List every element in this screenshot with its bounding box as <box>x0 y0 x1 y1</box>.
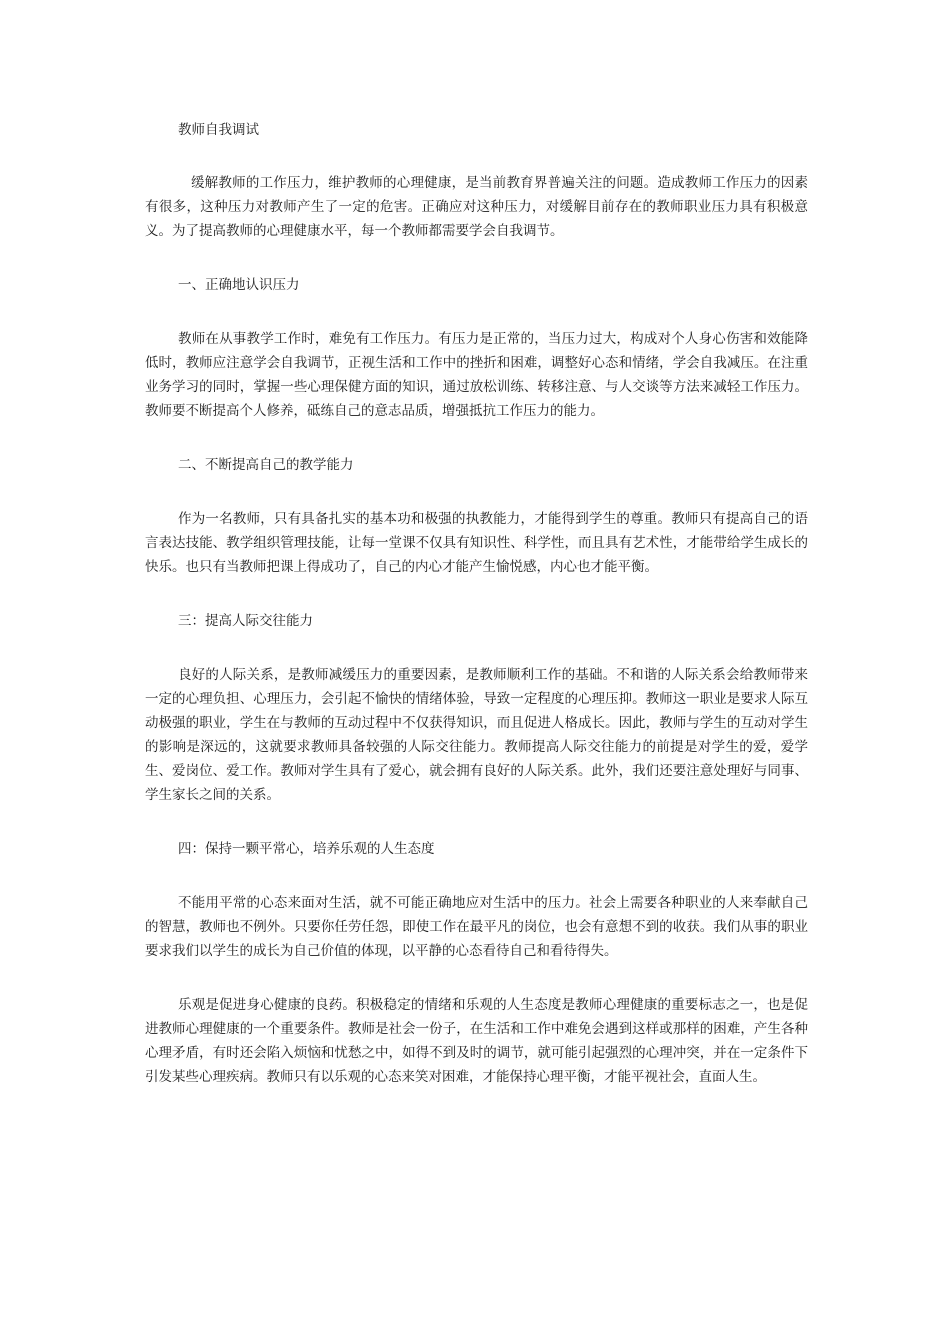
section-heading-4: 四：保持一颗平常心，培养乐观的人生态度 <box>178 841 435 857</box>
section-4-paragraph-2: 乐观是促进身心健康的良药。积极稳定的情绪和乐观的人生态度是教师心理健康的重要标志之一，也是促进教师心理健康的一个重要条件。教师是社会一份子，在生活和工作中难免会遇到这样或那样的困难，产生各种心理矛盾，有时还会陷入烦恼和忧愁之中，如得不到及时的调节，就可能引起强烈的心理冲突，并在一定条件下引发某些心理疾病。教师只有以乐观的心态来笑对困难，才能保持心理平衡，才能平视社会，直面人生。 <box>145 997 808 1085</box>
document-title: 教师自我调试 <box>178 122 259 138</box>
section-heading-3: 三：提高人际交往能力 <box>178 613 313 629</box>
section-1-paragraph-1: 教师在从事教学工作时，难免有工作压力。有压力是正常的，当压力过大，构成对个人身心伤害和效能降低时，教师应注意学会自我调节，正视生活和工作中的挫折和困难，调整好心态和情绪，学会自我减压。在注重业务学习的同时，掌握一些心理保健方面的知识，通过放松训练、转移注意、与人交谈等方法来减轻工作压力。教师要不断提高个人修养，砥练自己的意志品质，增强抵抗工作压力的能力。 <box>145 331 808 419</box>
section-3-paragraph-1: 良好的人际关系，是教师减缓压力的重要因素，是教师顺利工作的基础。不和谐的人际关系会给教师带来一定的心理负担、心理压力，会引起不愉快的情绪体验，导致一定程度的心理压抑。教师这一职业是要求人际互动极强的职业，学生在与教师的互动过程中不仅获得知识，而且促进人格成长。因此，教师与学生的互动对学生的影响是深远的，这就要求教师具备较强的人际交往能力。教师提高人际交往能力的前提是对学生的爱，爱学生、爱岗位、爱工作。教师对学生具有了爱心，就会拥有良好的人际关系。此外，我们还要注意处理好与同事、学生家长之间的关系。 <box>145 667 808 803</box>
section-heading-2: 二、不断提高自己的教学能力 <box>178 457 354 473</box>
document-page <box>145 118 808 1089</box>
section-4-paragraph-1: 不能用平常的心态来面对生活，就不可能正确地应对生活中的压力。社会上需要各种职业的人来奉献自己的智慧，教师也不例外。只要你任劳任怨，即使工作在最平凡的岗位，也会有意想不到的收获。我们从事的职业要求我们以学生的成长为自己价值的体现，以平静的心态看待自己和看待得失。 <box>145 895 808 959</box>
section-2-paragraph-1: 作为一名教师，只有具备扎实的基本功和极强的执教能力，才能得到学生的尊重。教师只有提高自己的语言表达技能、教学组织管理技能，让每一堂课不仅具有知识性、科学性，而且具有艺术性，才能带给学生成长的快乐。也只有当教师把课上得成功了，自己的内心才能产生愉悦感，内心也才能平衡。 <box>145 511 808 575</box>
intro-paragraph: 缓解教师的工作压力，维护教师的心理健康，是当前教育界普遍关注的问题。造成教师工作压力的因素有很多，这种压力对教师产生了一定的危害。正确应对这种压力，对缓解目前存在的教师职业压力具有积极意义。为了提高教师的心理健康水平，每一个教师都需要学会自我调节。 <box>145 175 808 239</box>
section-heading-1: 一、正确地认识压力 <box>178 277 300 293</box>
